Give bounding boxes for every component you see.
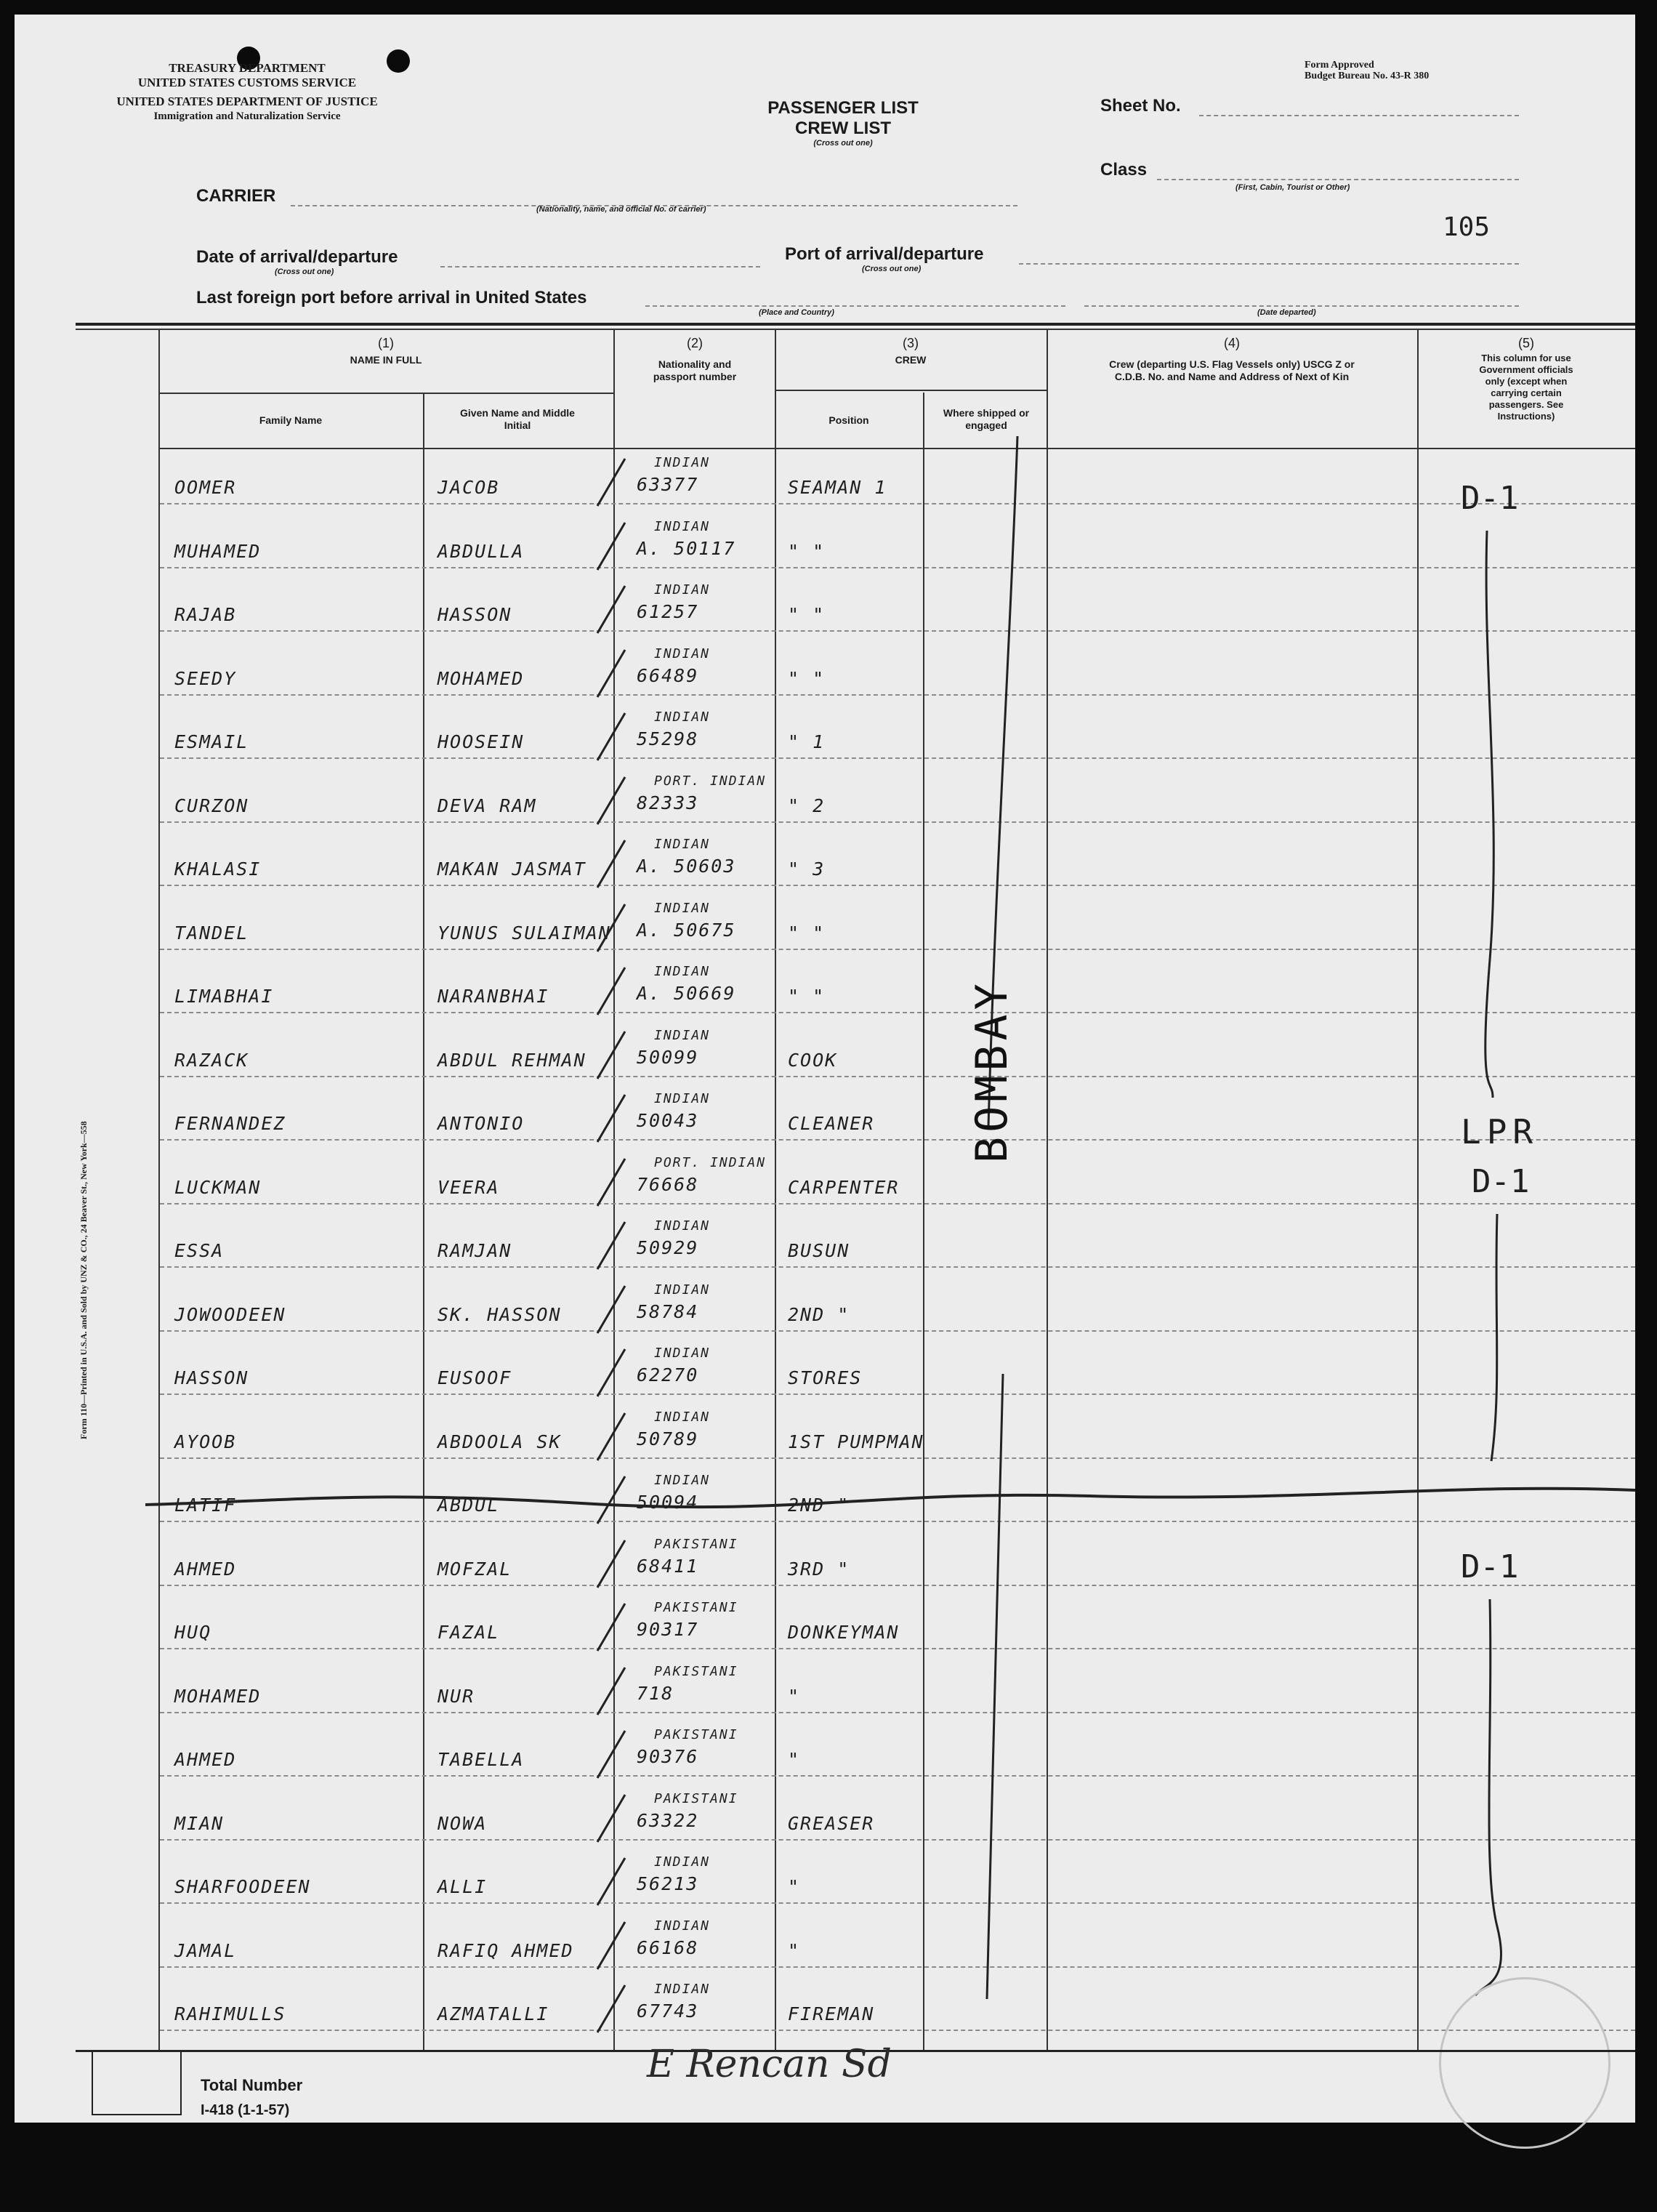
position-header: Position xyxy=(828,414,869,426)
position-cell: STORES xyxy=(788,1367,863,1388)
family-name-cell: MOHAMED xyxy=(174,1685,262,1707)
check-stroke xyxy=(589,1537,632,1595)
family-name-cell: LATIF xyxy=(174,1495,237,1516)
row-rule xyxy=(160,1012,1635,1013)
place-hint: (Place and Country) xyxy=(759,308,834,317)
given-name-cell: RAFIQ AHMED xyxy=(438,1939,574,1961)
seal-stamp xyxy=(1439,1977,1610,2149)
family-name-cell: LIMABHAI xyxy=(174,986,274,1007)
total-number-label: Total Number xyxy=(201,2076,303,2094)
row-rule xyxy=(160,1775,1635,1777)
check-stroke xyxy=(589,1409,632,1468)
row-rule xyxy=(160,1839,1635,1841)
family-name-cell: OOMER xyxy=(174,477,237,498)
given-name-cell: SK. HASSON xyxy=(438,1303,562,1325)
family-name-cell: TANDEL xyxy=(174,922,249,944)
status-ditto-line-2 xyxy=(1468,1207,1526,1468)
last-port-label: Last foreign port before arrival in United States xyxy=(196,288,587,307)
nationality-cell: PORT. INDIAN xyxy=(654,1154,767,1170)
given-name-cell: JACOB xyxy=(438,477,500,498)
given-name-cell: ABDULLA xyxy=(438,540,525,562)
check-stroke xyxy=(589,582,632,640)
given-name-cell: ABDOOLA SK xyxy=(438,1431,562,1452)
row-rule xyxy=(160,1393,1635,1395)
passport-number-cell: 90376 xyxy=(637,1746,699,1767)
nationality-cell: INDIAN xyxy=(654,455,711,470)
position-cell: COOK xyxy=(788,1049,838,1071)
position-cell: " xyxy=(788,1939,801,1961)
col2-number: (2) xyxy=(687,336,703,350)
nationality-cell: PAKISTANI xyxy=(654,1663,738,1679)
position-cell: " " xyxy=(788,922,826,944)
arrival-label: Date of arrival/departure xyxy=(196,247,398,267)
check-stroke xyxy=(589,709,632,768)
total-number-box xyxy=(92,2050,182,2115)
family-name-cell: RAZACK xyxy=(174,1049,249,1071)
check-stroke xyxy=(589,1346,632,1404)
port-hint: (Cross out one) xyxy=(862,265,922,273)
status-lpr: LPR xyxy=(1461,1112,1539,1151)
document-page xyxy=(15,15,1635,2123)
nationality-cell: INDIAN xyxy=(654,1409,711,1425)
col4-title: Crew (departing U.S. Flag Vessels only) USCG Z or C.D.B. No. and Name and Address of Next of Kin xyxy=(1109,358,1355,382)
carrier-label: CARRIER xyxy=(196,186,276,206)
class-hint: (First, Cabin, Tourist or Other) xyxy=(1235,183,1350,192)
family-name-cell: RAHIMULLS xyxy=(174,2003,286,2024)
check-stroke xyxy=(589,964,632,1022)
passport-number-cell: 68411 xyxy=(637,1555,699,1577)
row-rule xyxy=(160,1203,1635,1204)
justice-line1: UNITED STATES DEPARTMENT OF JUSTICE xyxy=(116,94,378,108)
position-cell: " " xyxy=(788,986,826,1007)
form-approved: Form Approved xyxy=(1305,60,1374,71)
position-cell: " " xyxy=(788,667,826,689)
treasury-line1: TREASURY DEPARTMENT xyxy=(169,61,326,75)
given-name-cell: MOHAMED xyxy=(438,667,525,689)
given-name-cell: ABDUL REHMAN xyxy=(438,1049,586,1071)
col5-title: This column for use Government officials only (except when carrying certain passengers. See Instructions) xyxy=(1479,353,1573,422)
passport-number-cell: 50789 xyxy=(637,1428,699,1449)
nationality-cell: PAKISTANI xyxy=(654,1790,738,1806)
check-stroke xyxy=(589,1982,632,2040)
given-name-cell: RAMJAN xyxy=(438,1240,512,1261)
form-code: I-418 (1-1-57) xyxy=(201,2102,290,2118)
row-rule xyxy=(160,1076,1635,1077)
row-rule xyxy=(160,694,1635,696)
family-name-cell: HUQ xyxy=(174,1622,212,1643)
date-departed-hint: (Date departed) xyxy=(1257,308,1316,317)
row-rule xyxy=(160,503,1635,504)
family-name-cell: JOWOODEEN xyxy=(174,1303,286,1325)
nationality-cell: INDIAN xyxy=(654,1473,711,1488)
col1-title: NAME IN FULL xyxy=(350,354,422,366)
given-name-cell: NARANBHAI xyxy=(438,986,549,1007)
passport-number-cell: 82333 xyxy=(637,792,699,813)
check-stroke xyxy=(589,1028,632,1086)
position-cell: " xyxy=(788,1876,801,1897)
row-rule xyxy=(160,821,1635,823)
position-cell: 1ST PUMPMAN xyxy=(788,1431,924,1452)
family-name-cell: AYOOB xyxy=(174,1431,237,1452)
family-name-cell: LUCKMAN xyxy=(174,1176,262,1198)
position-cell: 3RD " xyxy=(788,1558,850,1580)
row-rule xyxy=(160,885,1635,886)
passport-number-cell: 63377 xyxy=(637,474,699,495)
check-stroke xyxy=(589,1854,632,1913)
status-d1-c: D-1 xyxy=(1461,1548,1519,1585)
passport-number-cell: 62270 xyxy=(637,1364,699,1385)
class-label: Class xyxy=(1100,160,1148,180)
family-name-cell: ESMAIL xyxy=(174,731,249,752)
status-d1-b: D-1 xyxy=(1472,1163,1530,1200)
position-cell: FIREMAN xyxy=(788,2003,875,2024)
nationality-cell: INDIAN xyxy=(654,900,711,916)
port-label: Port of arrival/departure xyxy=(785,244,984,264)
family-name-cell: RAJAB xyxy=(174,604,237,625)
budget-bureau: Budget Bureau No. 43-R 380 xyxy=(1305,71,1430,81)
nationality-cell: INDIAN xyxy=(654,1282,711,1298)
col1-number: (1) xyxy=(378,336,394,350)
family-name-cell: HASSON xyxy=(174,1367,249,1388)
nationality-cell: INDIAN xyxy=(654,1982,711,1997)
position-cell: CARPENTER xyxy=(788,1176,900,1198)
given-name-cell: MAKAN JASMAT xyxy=(438,858,586,880)
row-rule xyxy=(160,1521,1635,1522)
passport-number-cell: A. 50117 xyxy=(637,537,736,559)
row-rule xyxy=(160,949,1635,950)
passport-number-cell: 50929 xyxy=(637,1237,699,1258)
position-cell: " " xyxy=(788,540,826,562)
row-rule xyxy=(160,1457,1635,1459)
check-stroke xyxy=(589,1155,632,1213)
nationality-cell: INDIAN xyxy=(654,709,711,725)
position-cell: 2ND " xyxy=(788,1303,850,1325)
check-stroke xyxy=(589,773,632,832)
passport-number-cell: 55298 xyxy=(637,728,699,749)
row-rule xyxy=(160,567,1635,568)
position-cell: BUSUN xyxy=(788,1240,850,1261)
passport-number-cell: 76668 xyxy=(637,1173,699,1195)
family-name-cell: AHMED xyxy=(174,1749,237,1770)
nationality-cell: INDIAN xyxy=(654,645,711,661)
row-rule xyxy=(160,1966,1635,1968)
passport-number-cell: 90317 xyxy=(637,1619,699,1640)
family-name-cell: JAMAL xyxy=(174,1939,237,1961)
col5-number: (5) xyxy=(1518,336,1534,350)
position-cell: " 2 xyxy=(788,795,826,816)
given-name-cell: HASSON xyxy=(438,604,512,625)
row-rule xyxy=(160,1330,1635,1332)
title-note: (Cross out one) xyxy=(813,139,873,148)
where-shipped-bombay: BOMBAY xyxy=(967,979,1017,1163)
passport-number-cell: 50094 xyxy=(637,1492,699,1513)
position-cell: " " xyxy=(788,604,826,625)
given-name-cell: VEERA xyxy=(438,1176,500,1198)
justice-line2: Immigration and Naturalization Service xyxy=(153,110,341,122)
check-stroke xyxy=(589,1664,632,1722)
family-name-cell: KHALASI xyxy=(174,858,262,880)
position-cell: DONKEYMAN xyxy=(788,1622,900,1643)
nationality-cell: INDIAN xyxy=(654,1854,711,1870)
family-name-cell: MUHAMED xyxy=(174,540,262,562)
passport-number-cell: 50043 xyxy=(637,1110,699,1131)
given-name-header: Given Name and Middle Initial xyxy=(460,407,575,431)
passport-number-cell: 63322 xyxy=(637,1809,699,1831)
passport-number-cell: 67743 xyxy=(637,2000,699,2022)
given-name-cell: NUR xyxy=(438,1685,475,1707)
col3-number: (3) xyxy=(903,336,919,350)
nationality-cell: INDIAN xyxy=(654,1091,711,1106)
signature: E Rencan Sd xyxy=(647,2043,892,2086)
check-stroke xyxy=(589,1791,632,1849)
given-name-cell: AZMATALLI xyxy=(438,2003,549,2024)
title-crew-list: CREW LIST xyxy=(795,118,891,138)
title-passenger-list: PASSENGER LIST xyxy=(767,98,919,118)
family-name-cell: SHARFOODEEN xyxy=(174,1876,311,1897)
status-ditto-line-1 xyxy=(1461,523,1519,1105)
passport-number-cell: 61257 xyxy=(637,601,699,622)
status-ditto-line-3 xyxy=(1461,1592,1519,1999)
passport-number-cell: A. 50675 xyxy=(637,919,736,941)
passport-number-cell: A. 50669 xyxy=(637,983,736,1004)
treasury-line2: UNITED STATES CUSTOMS SERVICE xyxy=(137,76,357,89)
row-rule xyxy=(160,1266,1635,1268)
check-stroke xyxy=(589,837,632,895)
given-name-cell: ALLI xyxy=(438,1876,488,1897)
sheet-no-label: Sheet No. xyxy=(1100,96,1181,116)
row-rule xyxy=(160,2030,1635,2031)
given-name-cell: EUSOOF xyxy=(438,1367,512,1388)
given-name-cell: DEVA RAM xyxy=(438,795,537,816)
col4-number: (4) xyxy=(1224,336,1240,350)
arrival-hint: (Cross out one) xyxy=(275,268,334,276)
row-rule xyxy=(160,757,1635,759)
strike-line xyxy=(145,1461,1635,1519)
where-shipped-ditto-line xyxy=(974,429,1032,2028)
col3-title: CREW xyxy=(895,354,927,366)
check-stroke xyxy=(589,1727,632,1785)
nationality-cell: INDIAN xyxy=(654,964,711,979)
nationality-cell: PAKISTANI xyxy=(654,1600,738,1615)
page-number: 105 xyxy=(1443,212,1491,242)
nationality-cell: PAKISTANI xyxy=(654,1727,738,1742)
check-stroke xyxy=(589,1600,632,1658)
given-name-cell: TABELLA xyxy=(438,1749,525,1770)
position-cell: " 3 xyxy=(788,858,826,880)
nationality-cell: INDIAN xyxy=(654,1918,711,1934)
row-rule xyxy=(160,1712,1635,1713)
check-stroke xyxy=(589,455,632,513)
position-cell: " xyxy=(788,1685,801,1707)
row-rule xyxy=(160,630,1635,632)
nationality-cell: INDIAN xyxy=(654,837,711,852)
given-name-cell: HOOSEIN xyxy=(438,731,525,752)
passport-number-cell: 50099 xyxy=(637,1046,699,1068)
family-name-cell: SEEDY xyxy=(174,667,237,689)
nationality-cell: INDIAN xyxy=(654,582,711,598)
given-name-cell: MOFZAL xyxy=(438,1558,512,1580)
given-name-cell: NOWA xyxy=(438,1812,488,1834)
col2-title: Nationality and passport number xyxy=(653,358,737,382)
position-cell: CLEANER xyxy=(788,1113,875,1134)
passport-number-cell: 718 xyxy=(637,1682,674,1704)
family-name-cell: AHMED xyxy=(174,1558,237,1580)
given-name-cell: ABDUL xyxy=(438,1495,500,1516)
given-name-cell: ANTONIO xyxy=(438,1113,525,1134)
check-stroke xyxy=(589,1091,632,1149)
side-print-text: Form 110—Printed in U.S.A. and Sold by UNZ & CO., 24 Beaver St., New York—558 xyxy=(78,1121,89,1439)
carrier-hint: (Nationality, name, and official No. of carrier) xyxy=(536,205,706,214)
nationality-cell: INDIAN xyxy=(654,1346,711,1361)
given-name-cell: FAZAL xyxy=(438,1622,500,1643)
check-stroke xyxy=(589,1282,632,1340)
status-d1-a: D-1 xyxy=(1461,480,1519,517)
position-cell: GREASER xyxy=(788,1812,875,1834)
check-stroke xyxy=(589,1218,632,1276)
family-name-cell: ESSA xyxy=(174,1240,225,1261)
row-rule xyxy=(160,1585,1635,1586)
position-cell: " xyxy=(788,1749,801,1770)
family-name-cell: MIAN xyxy=(174,1812,225,1834)
nationality-cell: INDIAN xyxy=(654,1218,711,1234)
nationality-cell: PAKISTANI xyxy=(654,1536,738,1552)
position-cell: 2ND " xyxy=(788,1495,850,1516)
family-name-cell: CURZON xyxy=(174,795,249,816)
check-stroke xyxy=(589,901,632,959)
position-cell: " 1 xyxy=(788,731,826,752)
row-rule xyxy=(160,1139,1635,1141)
where-shipped-header: Where shipped or engaged xyxy=(943,407,1030,431)
nationality-cell: PORT. INDIAN xyxy=(654,773,767,789)
given-name-cell: YUNUS SULAIMAN xyxy=(438,922,611,944)
passport-number-cell: A. 50603 xyxy=(637,856,736,877)
family-name-cell: FERNANDEZ xyxy=(174,1113,286,1134)
check-stroke xyxy=(589,1918,632,1976)
family-name-header: Family Name xyxy=(259,414,323,426)
position-cell: SEAMAN 1 xyxy=(788,477,887,498)
passport-number-cell: 66489 xyxy=(637,664,699,686)
passport-number-cell: 56213 xyxy=(637,1873,699,1894)
passport-number-cell: 66168 xyxy=(637,1936,699,1958)
row-rule xyxy=(160,1902,1635,1904)
check-stroke xyxy=(589,646,632,704)
row-rule xyxy=(160,1648,1635,1649)
check-stroke xyxy=(589,519,632,577)
passport-number-cell: 58784 xyxy=(637,1300,699,1322)
nationality-cell: INDIAN xyxy=(654,1027,711,1043)
nationality-cell: INDIAN xyxy=(654,518,711,534)
